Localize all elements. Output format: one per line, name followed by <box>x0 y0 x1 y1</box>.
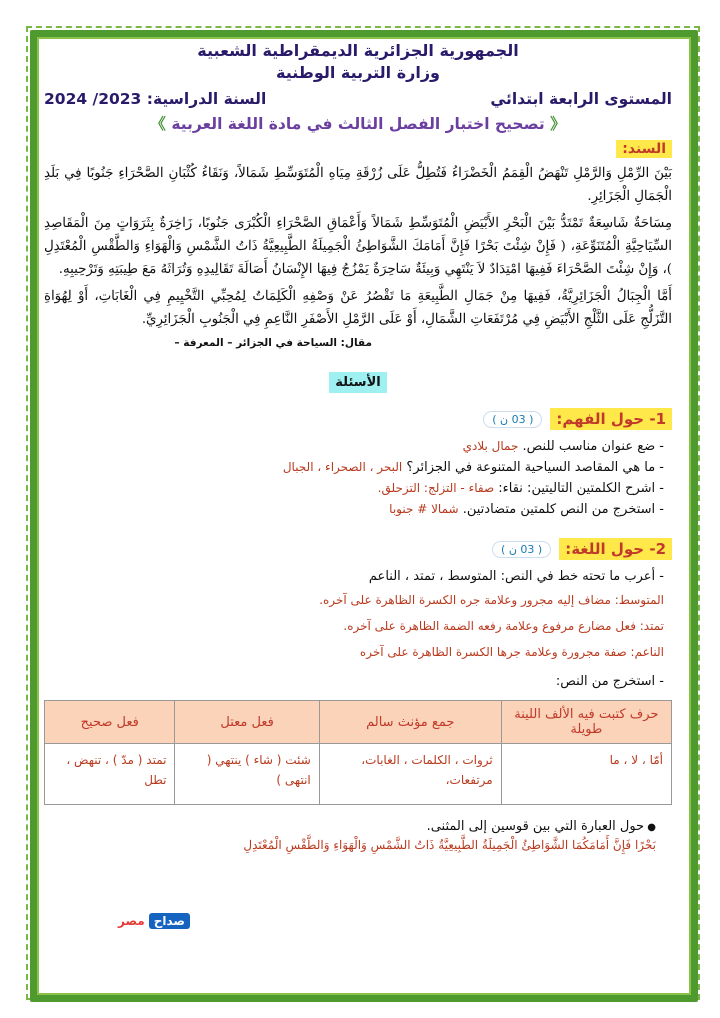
comprehension-questions <box>44 436 672 520</box>
exam-title: 《 تصحيح اختبار الفصل الثالث في مادة اللغة العربية 》 <box>150 115 566 133</box>
level-year-row <box>44 90 672 108</box>
question-item: - ما هي المقاصد السياحية المتنوعة في الجزائر؟ البحر ، الصحراء ، الجبال <box>44 457 664 478</box>
watermark-brand: صداح <box>149 913 190 929</box>
sanad-label: السند: <box>616 140 672 158</box>
language-question-1: - أعرب ما تحته خط في النص: المتوسط ، تمتد ، الناعم <box>44 566 672 587</box>
text-paragraph-3: أَمَّا الْجِبَالُ الْجَزَائِرِيَّةُ، فَفِيهَا مِنْ جَمَالِ الطَّبِيعَةِ مَا تَقْصُرُ عَنْ وَصْفِهِ الْكَلِمَاتُ لِمُحِبِّي التَّخْيِيمِ فِي الْغَابَاتِ، أَوْ لِهُوَاةِ التَّزَلُّجِ عَلَى الثَّلْجِ الأَبْيَضِ فِي مُرْتَفَعَاتِ الشَّمَالِ، أَوْ عَلَى الرَّمْلِ الأَصْفَرِ النَّاعِمِ فِي الْجَنُوبِ الْجَزَائِرِيِّ. <box>44 289 672 327</box>
table-header: فعل معتل <box>175 701 319 744</box>
language-question-2: - استخرج من النص: <box>44 671 672 692</box>
section-language-points: ( 03 ن ) <box>492 541 551 558</box>
answer-line: تمتد: فعل مضارع مرفوع وعلامة رفعه الضمة الظاهرة على آخره. <box>343 619 664 633</box>
watermark-logo <box>118 913 190 929</box>
table-cell: ثروات ، الكلمات ، الغابات، مرتفعات، <box>319 744 501 805</box>
language-question-3: ● حول العبارة التي بين قوسين إلى المثنى. <box>44 819 672 834</box>
section-language-title: 2- حول اللغة: <box>559 538 672 560</box>
table-header: حرف كتبت فيه الألف اللينة طويلة <box>501 701 671 744</box>
section-language-header <box>44 538 672 560</box>
text-paragraph-1: بَيْنَ الرِّمْلِ وَالرَّمْلِ تَنْهَضُ الْقِمَمُ الْخَضْرَاءُ فَتُطِلُّ عَلَى زُرْقَةِ مِيَاهِ الْمُتَوَسِّطِ شَمَالاً، وَنَقَاءُ كُثْبَانِ الصَّحْرَاءِ جَنُوبًا فِي بَلَدِ الْجَمَالِ الْجَزَائِرِ. <box>44 166 672 204</box>
ministry-header: وزارة التربية الوطنية <box>275 63 440 82</box>
document-body <box>44 40 672 852</box>
answer-line: المتوسط: مضاف إليه مجرور وعلامة جره الكسرة الظاهرة على آخره. <box>319 593 664 607</box>
level-label: المستوى الرابعة ابتدائي <box>490 90 672 108</box>
section-comprehension-points: ( 03 ن ) <box>483 411 542 428</box>
question-item: - ضع عنوان مناسب للنص. جمال بلادي <box>44 436 664 457</box>
table-cell: تمتد ( مدّ ) ، تنهض ، تطل <box>45 744 175 805</box>
question-item: - استخرج من النص كلمتين متضادتين. شمالا # جنوبا <box>44 499 664 520</box>
year-label: السنة الدراسية: 2023/ 2024 <box>44 90 267 108</box>
table-cell: أمّا ، لا ، ما <box>501 744 671 805</box>
table-header: فعل صحيح <box>45 701 175 744</box>
republic-header: الجمهورية الجزائرية الديمقراطية الشعبية <box>197 41 519 60</box>
extraction-table <box>44 700 672 805</box>
watermark-site: مصر <box>118 914 145 928</box>
final-answer: بَحْرًا فَإِنَّ أَمَامَكُمَا الشَّوَاطِئُ الْجَمِيلَةُ الطَّبِيعِيَّةُ ذَاتُ الشَّمْسِ وَالْهَوَاءِ وَالطَّقْسِ الْمُعْتَدِلِ <box>243 838 656 852</box>
section-comprehension-title: 1- حول الفهم: <box>550 408 672 430</box>
section-comprehension-header <box>44 408 672 430</box>
table-header: جمع مؤنث سالم <box>319 701 501 744</box>
text-paragraph-2: مِسَاحَةٌ شَاسِعَةٌ تَمْتَدُّ بَيْنَ الْبَحْرِ الأَبْيَضِ الْمُتَوَسِّطِ شَمَالاً وَأَعْمَاقِ الصَّحْرَاءِ الْكُبْرَى جَنُوبًا، زَاخِرَةٌ بِثَرَوَاتٍ مِنَ الْمَقَاصِدِ السِّيَاحِيَّةِ الْمُتَنَوِّعَةِ، ( فَإِنْ شِئْتَ بَحْرًا فَإِنَّ أَمَامَكَ الشَّوَاطِئُ الْجَمِيلَةُ الطَّبِيعِيَّةُ ذَاتُ الشَّمْسِ وَالْهَوَاءِ وَالطَّقْسِ الْمُعْتَدِلِ )، وَإِنْ شِئْتَ الصَّحْرَاءَ فَفِيهَا امْتِدَادٌ لاَ يَنْتَهِي وَبِيئَةٌ سَاحِرَةٌ يَمْزُجُ فِيهَا الإِنْسَانُ أَصَالَةَ تَقَالِيدِهِ وَتُرَاثَهُ مَعَ طِيبَتِهِ وَتَرْحِيبِهِ. <box>44 216 672 277</box>
table-cell: شئت ( شاء ) ينتهي ( انتهى ) <box>175 744 319 805</box>
question-item: - اشرح الكلمتين التاليتين: نقاء: صفاء - التزلج: التزحلق. <box>44 478 664 499</box>
questions-heading: الأسئلة <box>44 371 672 390</box>
answer-line: الناعم: صفة مجرورة وعلامة جرها الكسرة الظاهرة على آخره <box>359 645 664 659</box>
source-citation: مقال: السياحة في الجزائر – المعرفة – <box>174 337 372 349</box>
